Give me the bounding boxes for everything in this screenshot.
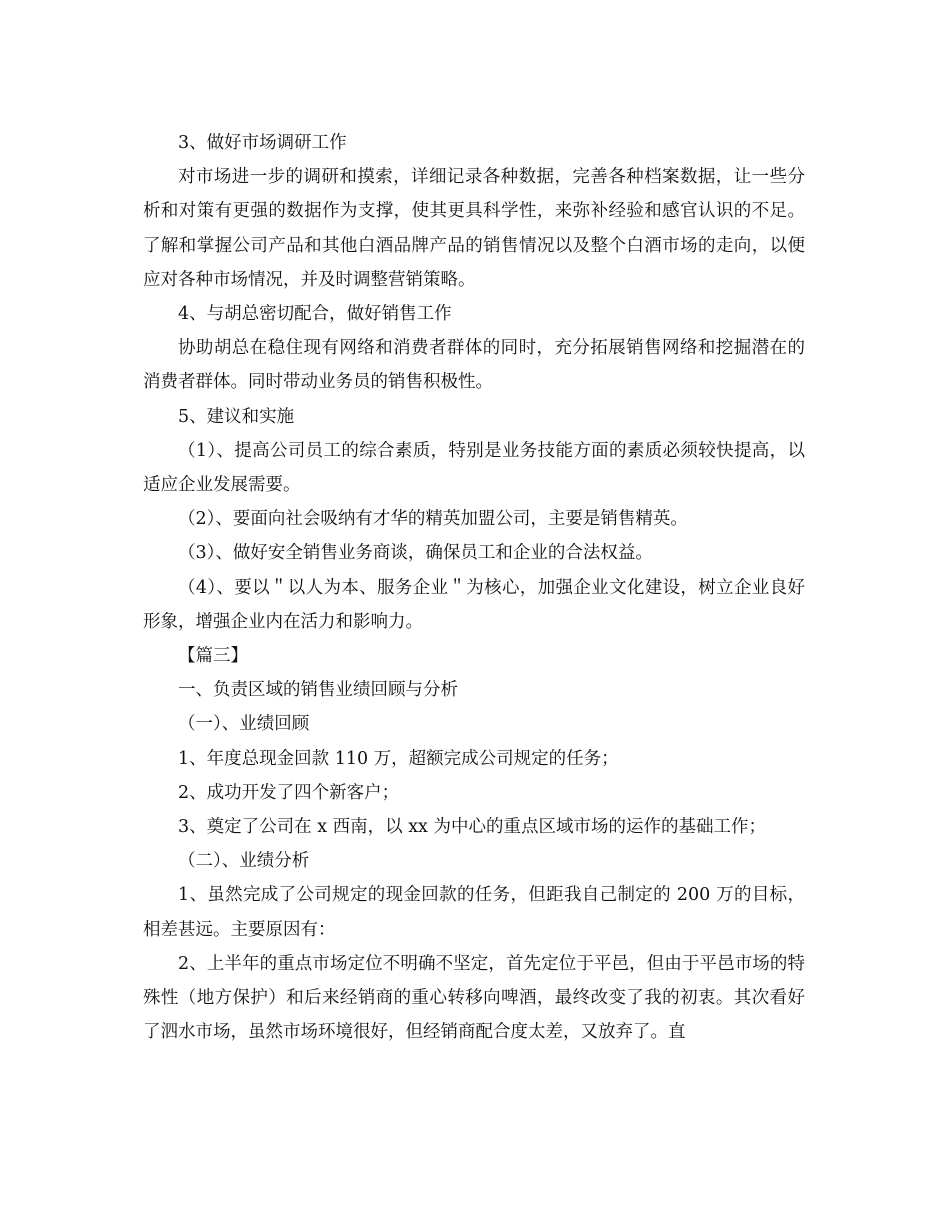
review-item-2: 2、成功开发了四个新客户； <box>178 782 400 803</box>
paragraph-market-research: 对市场进一步的调研和摸索，详细记录各种数据，完善各种档案数据，让一些分析和对策有更强的数据作为支撑，使其更具科学性，来弥补经验和感官认识的不足。了解和掌握公司产品和其他白酒品牌产品的销售情况以及整个白酒市场的走向，以便应对各种市场情况，并及时调整营销策略。 <box>143 167 805 290</box>
subheading-performance-review: （一）、业绩回顾 <box>178 714 310 735</box>
analysis-item-1: 1、虽然完成了公司规定的现金回款的任务，但距我自己制定的 200 万的目标，相差甚远。主要原因有： <box>143 885 805 940</box>
suggestion-item-2: （2）、要面向社会吸纳有才华的精英加盟公司，主要是销售精英。 <box>178 509 688 530</box>
suggestion-item-4: （4）、要以＂以人为本、服务企业＂为核心，加强企业文化建设，树立企业良好形象，增强企业内在活力和影响力。 <box>143 577 805 632</box>
suggestion-item-1: （1）、提高公司员工的综合素质，特别是业务技能方面的素质必须较快提高，以适应企业发展需要。 <box>143 440 805 496</box>
section-title-part-three: 【篇三】 <box>178 646 248 667</box>
review-item-1: 1、年度总现金回款 110 万，超额完成公司规定的任务； <box>178 748 619 769</box>
heading-cooperate-sales: 4、与胡总密切配合，做好销售工作 <box>178 304 452 325</box>
heading-market-research: 3、做好市场调研工作 <box>178 133 347 153</box>
suggestion-item-3: （3）、做好安全销售业务商谈，确保员工和企业的合法权益。 <box>178 543 653 564</box>
heading-suggestions: 5、建议和实施 <box>178 406 295 427</box>
heading-sales-review: 一、负责区域的销售业绩回顾与分析 <box>178 680 458 701</box>
analysis-item-2: 2、上半年的重点市场定位不明确不坚定，首先定位于平邑，但由于平邑市场的特殊性（地方保护）和后来经销商的重心转移向啤酒，最终改变了我的初衷。其次看好了泗水市场，虽然市场环境很好，但经销商配合度太差，又放弃了。直 <box>143 953 805 1043</box>
review-item-3: 3、奠定了公司在 x 西南，以 xx 为中心的重点区域市场的运作的基础工作； <box>178 817 766 838</box>
subheading-performance-analysis: （二）、业绩分析 <box>178 851 310 872</box>
document-body <box>143 126 805 1049</box>
paragraph-cooperate-sales: 协助胡总在稳住现有网络和消费者群体的同时，充分拓展销售网络和挖掘潜在的消费者群体。同时带动业务员的销售积极性。 <box>143 338 805 393</box>
